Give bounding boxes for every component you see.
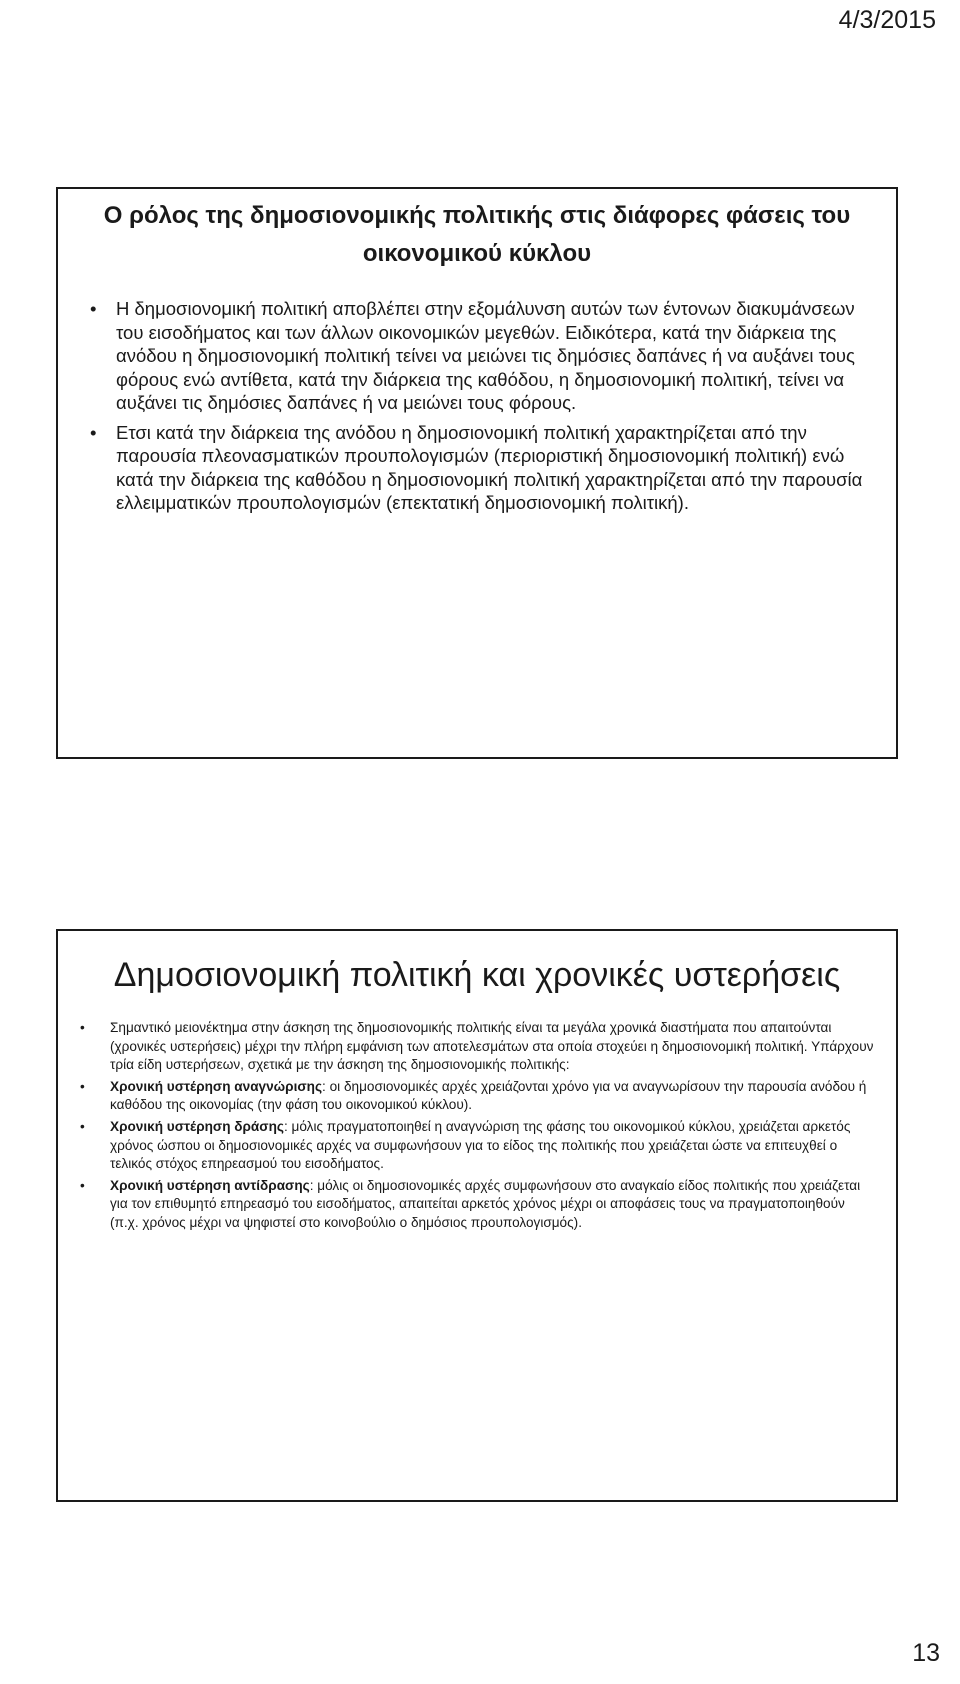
bullet-text: : μόλις οι δημοσιονομικές αρχές συμφωνήσουν στο αναγκαίο είδος πολιτικής που χρειάζεται για τον επιθυμητό επηρεασμό του εισοδήματος, απαιτείται αρκετός χρόνος μέχρι οι αποφάσεις τους να πραγματοποιηθούν (π.χ. χρόνος μέχρι να ψηφιστεί στο κοινοβούλιο ο δημόσιος προυπολογισμός). [110, 1177, 861, 1230]
bullet-text: Ετσι κατά την διάρκεια της ανόδου η δημοσιονομική πολιτική χαρακτηρίζεται από την παρουσία πλεονασματικών προυπολογισμών (περιοριστική δημοσιονομική πολιτική) ενώ κατά την διάρκεια της καθόδου η δημοσιονομική πολιτική χαρακτηρίζεται από την παρουσία ελλειμματικών προυπολογισμών (επεκτατική δημοσιονομική πολιτική). [116, 421, 863, 513]
list-item [88, 421, 866, 515]
bullet-icon: • [80, 1020, 85, 1035]
bullet-text: : μόλις πραγματοποιηθεί η αναγνώριση της φάσης του οικονομικού κύκλου, χρειάζεται αρκετός χρόνος ώσπου οι δημοσιονομικές αρχές να συμφωνήσουν για το είδος της πολιτικής που χρειάζεται ώστε να επιτευχθεί ο τελικός στόχος επηρεασμού του εισοδήματος. [110, 1118, 851, 1172]
bullet-list [88, 297, 866, 515]
slide-fiscal-policy-role [56, 187, 898, 759]
header-date: 4/3/2015 [838, 6, 936, 34]
bullet-list [80, 1019, 876, 1233]
list-item [80, 1177, 876, 1233]
term-action-lag: Χρονική υστέρηση δράσης [110, 1118, 284, 1134]
bullet-icon: • [90, 421, 97, 443]
list-item [80, 1019, 876, 1075]
slide-title: Δημοσιονομική πολιτική και χρονικές υστερήσεις [113, 956, 841, 994]
list-item [80, 1118, 876, 1174]
page-number: 13 [912, 1639, 940, 1667]
bullet-text: Σημαντικό μειονέκτημα στην άσκηση της δημοσιονομικής πολιτικής είναι τα μεγάλα χρονικά διαστήματα που απαιτούνται (χρονικές υστερήσεις) μέχρι την πλήρη εμφάνιση των αποτελεσμάτων στα οποία στοχεύει η δημοσιονομική πολιτική. Υπάρχουν τρία είδη υστερήσεων, σχετικά με την άσκηση της δημοσιονομικής πολιτικής: [110, 1020, 874, 1073]
term-response-lag: Χρονική υστέρηση αντίδρασης [110, 1177, 310, 1193]
term-recognition-lag: Χρονική υστέρηση αναγνώρισης [110, 1078, 323, 1094]
slide-time-lags [56, 929, 898, 1502]
list-item [80, 1078, 876, 1115]
bullet-text: Η δημοσιονομική πολιτική αποβλέπει στην εξομάλυνση αυτών των έντονων διακυμάνσεων του εισοδήματος και των άλλων οικονομικών μεγεθών. Ειδικότερα, κατά την διάρκεια της ανόδου η δημοσιονομική πολιτική τείνει να μειώνει τις δημόσιες δαπάνες ή να αυξάνει τους φόρους ενώ αντίθετα, κατά την διάρκεια της καθόδου, η δημοσιονομική πολιτική, τείνει να αυξάνει τις δημόσιες δαπάνες ή να μειώνει τους φόρους. [116, 298, 855, 413]
slide-title: Ο ρόλος της δημοσιονομικής πολιτικής στις διάφορες φάσεις του οικονομικού κύκλου [103, 202, 851, 267]
bullet-icon: • [90, 298, 97, 319]
bullet-icon: • [80, 1078, 85, 1094]
bullet-text: : οι δημοσιονομικές αρχές χρειάζονται χρόνο για να αναγνωρίσουν την παρουσία ανόδου ή καθόδου της οικονομίας (την φάση του οικονομικού κύκλου). [110, 1078, 867, 1113]
bullet-icon: • [80, 1177, 85, 1193]
list-item [88, 297, 866, 415]
bullet-icon: • [80, 1118, 85, 1134]
